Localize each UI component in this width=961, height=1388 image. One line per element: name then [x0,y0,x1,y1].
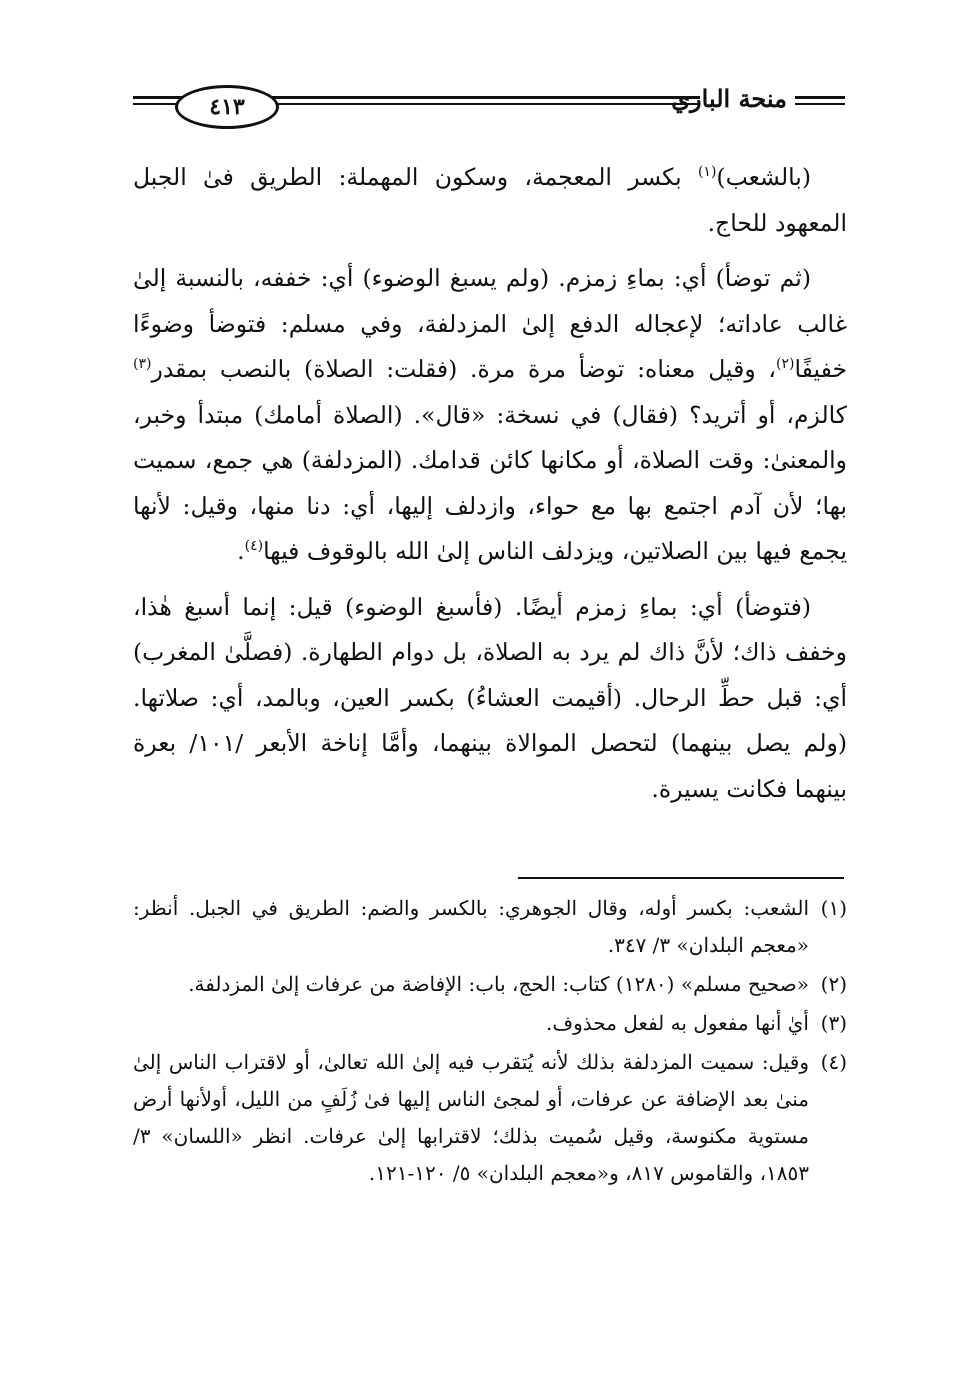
paragraph-1-text-b: بكسر المعجمة، وسكون المهملة: الطريق فىٰ الجبل المعهود للحاج. [133,163,847,237]
paragraph-2-text-d: . [237,537,245,565]
footnote-text: وقيل: سميت المزدلفة بذلك لأنه يُتقرب فيه إلىٰ الله تعالىٰ، أو لاقتراب الناس إلىٰ منىٰ بعد الإضافة عن عرفات، أو لمجئ الناس إليها فىٰ زُلَفٍ من الليل، أولأنها أرض مستوية مكنوسة، وقيل سُميت بذلك؛ لاقترابها إلىٰ عرفات. انظر «اللسان» ٣/ ١٨٥٣، والقاموس ٨١٧، و«معجم البلدان» ٥/ ١٢٠-١٢١. [133,1050,809,1185]
footnote-separator [518,877,844,879]
footnote-number: (٣) [820,1011,847,1035]
header-rule [263,96,700,105]
footnote-ref-4: (٤) [244,538,264,555]
footnote-4 [133,1044,847,1192]
footnote-text: «صحيح مسلم» (١٢٨٠) كتاب: الحج، باب: الإفاضة من عرفات إلىٰ المزدلفة. [188,972,809,996]
footnote-3 [133,1005,847,1042]
paragraph-1 [133,155,847,246]
paragraph-3 [133,585,847,813]
header-ornament-right [795,96,845,105]
footnote-text: أيٰ أنها مفعول به لفعل محذوف. [546,1011,809,1035]
footnote-ref-2: (٢) [775,356,795,373]
paragraph-2 [133,256,847,575]
footnote-number: (١) [820,896,847,920]
footnote-number: (٢) [820,972,847,996]
footnote-number: (٤) [820,1050,847,1074]
paragraph-3-text: (فتوضأ) أي: بماءِ زمزم أيضًا. (فأسبغ الوضوء) قيل: إنما أسبغ هٰذا، وخفف ذاك؛ لأنَّ ذاك لم يرد به الصلاة، بل دوام الطهارة. (فصلَّىٰ المغرب) أي: قبل حطِّ الرحال. (أقيمت العشاءُ) بكسر العين، وبالمد، أي: صلاتها. (ولم يصل بينهما) لتحصل الموالاة بينهما، وأمَّا إناخة الأبعر /١٠١/ بعرة بينهما فكانت يسيرة. [133,592,847,803]
footnote-ref-3: (٣) [133,356,152,373]
paragraph-1-text-a: (بالشعب) [716,163,811,191]
footnote-2 [133,966,847,1003]
paragraph-2-text-a: (ثم توضأ) أي: بماءِ زمزم. (ولم يسبغ الوضوء) أي: خففه، بالنسبة إلىٰ غالب عاداته؛ لإعجاله الدفع إلىٰ المزدلفة، وفي مسلم: فتوضأ وضوءًا خفيفًا [133,264,847,383]
footnote-ref-1: (١) [697,164,717,181]
footnotes [133,890,847,1192]
page-number: ٤١٣ [209,94,245,120]
footnote-1 [133,890,847,964]
footnote-text: الشعب: بكسر أوله، وقال الجوهري: بالكسر والضم: الطريق في الجبل. أنظر: «معجم البلدان» ٣/ ٣٤٧. [133,896,809,957]
page-number-badge [175,85,279,129]
paragraph-2-text-c: كالزم، أو أتريد؟ (فقال) في نسخة: «قال». (الصلاة أمامك) مبتدأ وخبر، والمعنىٰ: وقت الصلاة، أو مكانها كائن قدامك. (المزدلفة) هي جمع، سميت بها؛ لأن آدم اجتمع بها مع حواء، وازدلف إليها، أي: دنا منها، وقيل: لأنها يجمع فيها بين الصلاتين، ويزدلف الناس إلىٰ الله بالوقوف فيها [133,400,847,565]
paragraph-2-text-b: ، وقيل معناه: توضأ مرة مرة. (فقلت: الصلاة) بالنصب بمقدر [151,355,776,383]
running-title: منحة الباري [671,84,787,113]
page-header [133,82,845,128]
main-text [133,155,847,812]
